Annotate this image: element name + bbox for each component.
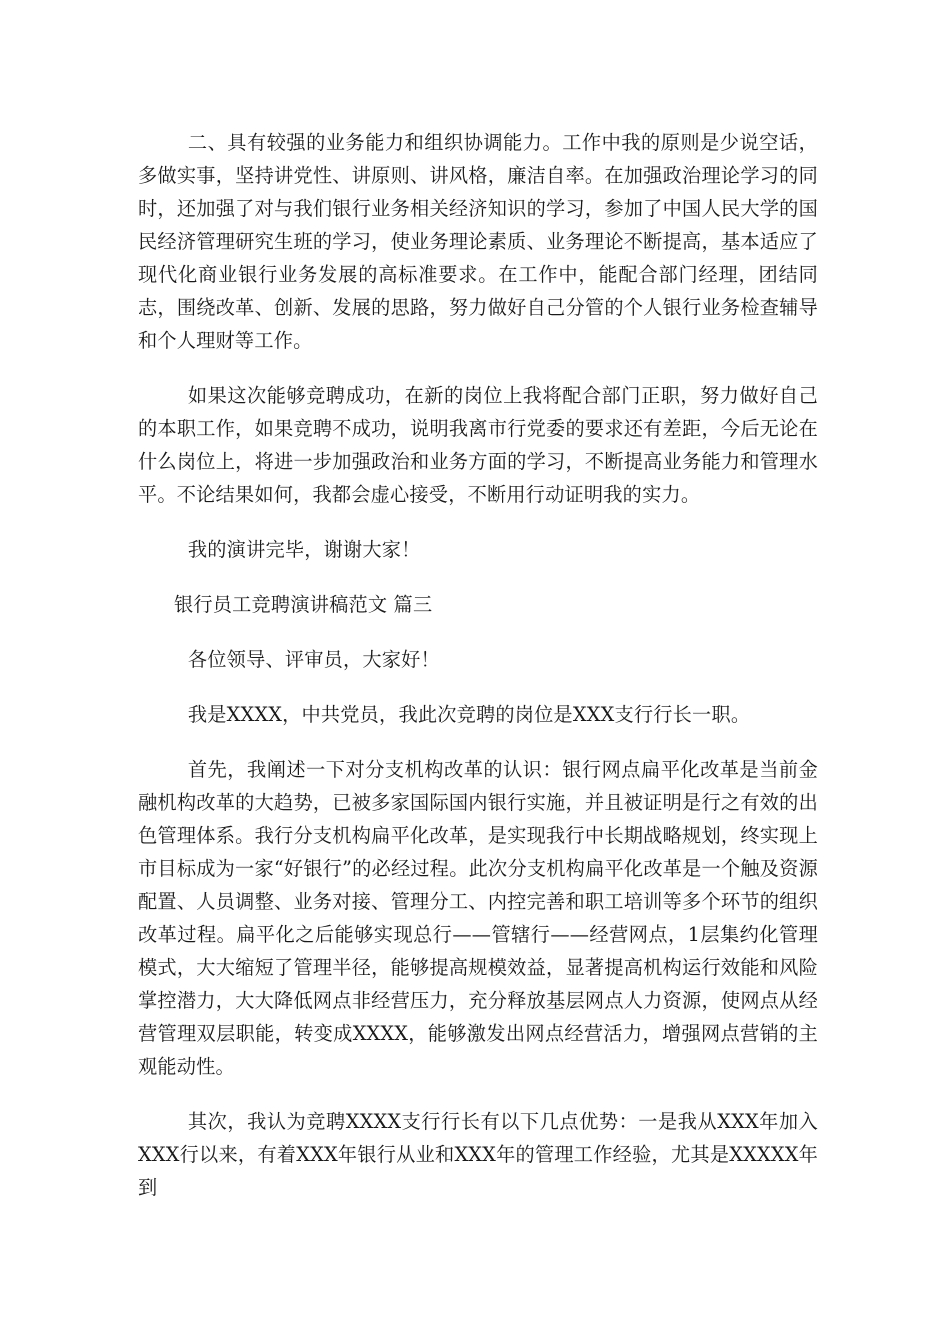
paragraph-gap [138,566,818,588]
section-title: 银行员工竞聘演讲稿范文 篇三 [174,593,433,616]
paragraph-gap [138,731,818,753]
paragraph-advantages: 其次，我认为竞聘XXXX支行行长有以下几点优势：一是我从XXX年加入XXX行以来，有着XXX年银行从业和XXX年的管理工作经验，尤其是XXXXX年到 [138,1110,818,1199]
paragraph-gap [138,511,818,533]
paragraph-greeting: 各位领导、评审员，大家好！ [187,648,440,671]
paragraph-gap [138,676,818,698]
paragraph-gap [138,357,818,379]
paragraph-business-ability: 二、具有较强的业务能力和组织协调能力。工作中我的原则是少说空话，多做实事，坚持讲党性、讲原则、讲风格，廉洁自率。在加强政治理论学习的同时，还加强了对与我们银行业务相关经济知识的学习，参加了中国人民大学的国民经济管理研究生班的学习，使业务理论素质、业务理论不断提高，基本适应了现代化商业银行业务发展的高标准要求。在工作中，能配合部门经理，团结同志，围绕改革、创新、发展的思路，努力做好自己分管的个人银行业务检查辅导和个人理财等工作。 [138,131,818,352]
paragraph-gap [138,1083,818,1105]
paragraph-gap [138,621,818,643]
paragraph-closing: 我的演讲完毕，谢谢大家！ [187,538,421,561]
document-page [138,126,818,1204]
paragraph-if-successful: 如果这次能够竞聘成功，在新的岗位上我将配合部门正职，努力做好自己的本职工作，如果竞聘不成功，说明我离市行党委的要求还有差距，今后无论在什么岗位上，将进一步加强政治和业务方面的学习，不断提高业务能力和管理水平。不论结果如何，我都会虚心接受，不断用行动证明我的实力。 [138,384,818,506]
paragraph-self-intro: 我是XXXX，中共党员，我此次竞聘的岗位是XXX支行行长一职。 [187,703,751,726]
paragraph-reform-understanding: 首先，我阐述一下对分支机构改革的认识：银行网点扁平化改革是当前金融机构改革的大趋势，已被多家国际国内银行实施，并且被证明是行之有效的出色管理体系。我行分支机构扁平化改革，是实现我行中长期战略规划，终实现上市目标成为一家“好银行”的必经过程。此次分支机构扁平化改革是一个触及资源配置、人员调整、业务对接、管理分工、内控完善和职工培训等多个环节的组织改革过程。扁平化之后能够实现总行——管辖行——经营网点，1层集约化管理模式，大大缩短了管理半径，能够提高规模效益，显著提高机构运行效能和风险掌控潜力，大大降低网点非经营压力，充分释放基层网点人力资源，使网点从经营管理双层职能，转变成XXXX，能够激发出网点经营活力，增强网点营销的主观能动性。 [138,758,818,1078]
